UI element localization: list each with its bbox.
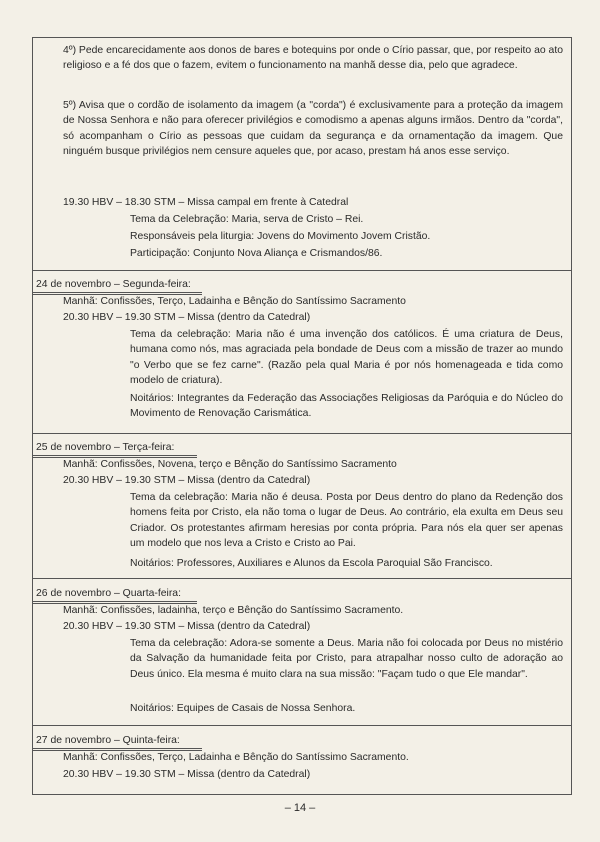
page-number: – 14 – (284, 802, 316, 814)
day-27-mass: 20.30 HBV – 19.30 STM – Missa (dentro da Catedral) (63, 769, 311, 780)
liturgy-responsible: Responsáveis pela liturgia: Jovens do Movimento Jovem Cristão. (130, 231, 431, 242)
day-25-date: 25 de novembro – Terça-feira: (36, 442, 175, 453)
participation: Participação: Conjunto Nova Aliança e Crismandos/86. (130, 248, 383, 259)
celebration-theme: Tema da Celebração: Maria, serva de Cristo – Rei. (130, 214, 364, 225)
day-25-morning: Manhã: Confissões, Novena, terço e Bênção do Santíssimo Sacramento (63, 459, 397, 470)
day-26-notaries: Noitários: Equipes de Casais de Nossa Senhora. (130, 703, 356, 714)
day-24-mass: 20.30 HBV – 19.30 STM – Missa (dentro da Catedral) (63, 312, 311, 323)
day-27-date: 27 de novembro – Quinta-feira: (36, 735, 180, 746)
intro-item-4: 4º) Pede encarecidamente aos donos de bares e botequins por onde o Círio passar, que, por respeito ao ato religioso e a fé dos que o fazem, evitem o funcionamento na manhã desse dia, pelo que agradece. (63, 45, 563, 72)
day-25-notaries: Noitários: Professores, Auxiliares e Alunos da Escola Paroquial São Francisco. (130, 558, 493, 569)
day-27-morning: Manhã: Confissões, Terço, Ladainha e Bênção do Santíssimo Sacramento. (63, 752, 409, 763)
section-divider (32, 725, 572, 726)
section-divider (32, 433, 572, 434)
intro-item-5: 5º) Avisa que o cordão de isolamento da imagem (a "corda") é exclusivamente para a proteção da imagem de Nossa Senhora e não para oferecer privilégios e comodismo a apenas alguns irmãos. Dentro da "corda", só acompanham o Círio as pessoas que cuidam da segurança e da ornamentação da imagem. Que ninguém busque privilégios nem censure aqueles que, por acaso, prestam há anos esse serviço. (63, 100, 563, 158)
day-26-theme: Tema da celebração: Adora-se somente a Deus. Maria não foi colocada por Deus no mistério da Salvação da humanidade feita por Cristo, para atrapalhar nosso culto de adoração ao Deus único. Ela mesma é muito clara na sua missão: "Façam tudo o que Ele mandar". (130, 638, 563, 680)
section-divider (32, 270, 572, 271)
day-24-notaries: Noitários: Integrantes da Federação das Associações Religiosas da Paróquia e do Núcleo do Movimento de Renovação Carismática. (130, 393, 563, 420)
day-24-theme: Tema da celebração: Maria não é uma invenção dos católicos. É uma criatura de Deus, humana como nós, mas agraciada pela bondade de Deus com a missão de trazer ao mundo "o Verbo que se fez carne". (Razão pela qual Maria é por nós homenageada e tida como modelo de criatura). (130, 329, 563, 387)
day-25-theme: Tema da celebração: Maria não é deusa. Posta por Deus dentro do plano da Redenção dos homens feita por Cristo, ela não toma o lugar de Deus. Ao contrário, ela exulta em Deus seu Criador. Os protestantes afirmam heresias por conta própria. Para nós ela quer ser apenas um modelo que nos leva a Cristo e Cristo ao Pai. (130, 492, 563, 550)
day-26-morning: Manhã: Confissões, ladainha, terço e Bênção do Santíssimo Sacramento. (63, 605, 404, 616)
day-26-mass: 20.30 HBV – 19.30 STM – Missa (dentro da Catedral) (63, 621, 311, 632)
mass-time: 19.30 HBV – 18.30 STM – Missa campal em frente à Catedral (63, 197, 349, 208)
day-26-date: 26 de novembro – Quarta-feira: (36, 588, 181, 599)
day-24-date: 24 de novembro – Segunda-feira: (36, 279, 191, 290)
day-24-morning: Manhã: Confissões, Terço, Ladainha e Bênção do Santíssimo Sacramento (63, 296, 406, 307)
section-divider (32, 578, 572, 579)
day-25-mass: 20.30 HBV – 19.30 STM – Missa (dentro da Catedral) (63, 475, 311, 486)
